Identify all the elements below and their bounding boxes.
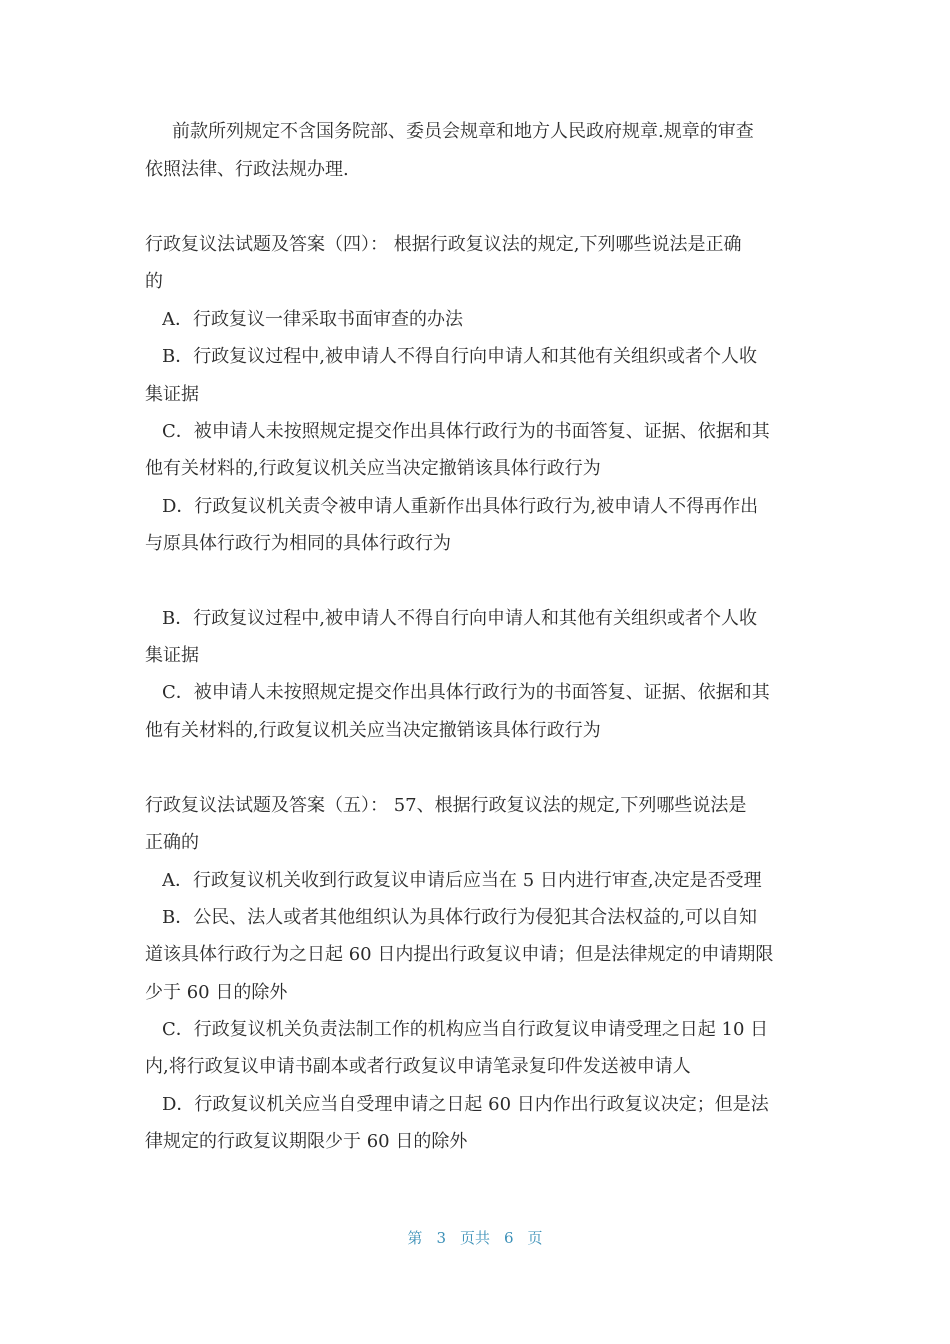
option-b: B．行政复议过程中,被申请人不得自行向申请人和其他有关组织或者个人收 bbox=[162, 346, 757, 367]
paragraph-line: 依照法律、行政法规办理. bbox=[145, 159, 349, 180]
answer-option-c: 他有关材料的,行政复议机关应当决定撤销该具体行政行为 bbox=[145, 720, 601, 741]
option-c: 内,将行政复议申请书副本或者行政复议申请笔录复印件发送被申请人 bbox=[145, 1056, 691, 1077]
option-d: 律规定的行政复议期限少于 60 日的除外 bbox=[145, 1131, 468, 1152]
question-title: 的 bbox=[145, 271, 163, 292]
footer-prefix: 第 bbox=[407, 1229, 423, 1247]
option-a: A．行政复议机关收到行政复议申请后应当在 5 日内进行审查,决定是否受理 bbox=[162, 870, 762, 891]
answer-option-c: C．被申请人未按照规定提交作出具体行政行为的书面答复、证据、依据和其 bbox=[162, 682, 770, 703]
question-title: 行政复议法试题及答案（四）： 根据行政复议法的规定,下列哪些说法是正确 bbox=[145, 234, 742, 255]
footer-middle: 页共 bbox=[459, 1229, 490, 1247]
option-d: D．行政复议机关应当自受理申请之日起 60 日内作出行政复议决定；但是法 bbox=[162, 1094, 769, 1115]
footer-suffix: 页 bbox=[527, 1229, 543, 1247]
option-b: 集证据 bbox=[145, 384, 199, 405]
option-c: C．行政复议机关负责法制工作的机构应当自行政复议申请受理之日起 10 日 bbox=[162, 1019, 769, 1040]
option-d: 与原具体行政行为相同的具体行政行为 bbox=[145, 533, 451, 554]
option-b: 道该具体行政行为之日起 60 日内提出行政复议申请；但是法律规定的申请期限 bbox=[145, 944, 774, 965]
answer-option-b: B．行政复议过程中,被申请人不得自行向申请人和其他有关组织或者个人收 bbox=[162, 608, 757, 629]
total-pages-number: 6 bbox=[504, 1229, 514, 1247]
page-footer bbox=[0, 1227, 950, 1248]
option-d: D．行政复议机关责令被申请人重新作出具体行政行为,被申请人不得再作出 bbox=[162, 496, 759, 517]
option-b: B．公民、法人或者其他组织认为具体行政行为侵犯其合法权益的,可以自知 bbox=[162, 907, 757, 928]
answer-option-b: 集证据 bbox=[145, 645, 199, 666]
option-c: 他有关材料的,行政复议机关应当决定撤销该具体行政行为 bbox=[145, 458, 601, 479]
question-title: 行政复议法试题及答案（五）： 57、根据行政复议法的规定,下列哪些说法是 bbox=[145, 795, 747, 816]
option-b: 少于 60 日的除外 bbox=[145, 982, 288, 1003]
option-c: C．被申请人未按照规定提交作出具体行政行为的书面答复、证据、依据和其 bbox=[162, 421, 770, 442]
option-a: A．行政复议一律采取书面审查的办法 bbox=[162, 309, 463, 330]
current-page-number: 3 bbox=[436, 1229, 446, 1247]
question-title: 正确的 bbox=[145, 832, 199, 853]
paragraph-line: 前款所列规定不含国务院部、委员会规章和地方人民政府规章.规章的审查 bbox=[172, 121, 754, 142]
